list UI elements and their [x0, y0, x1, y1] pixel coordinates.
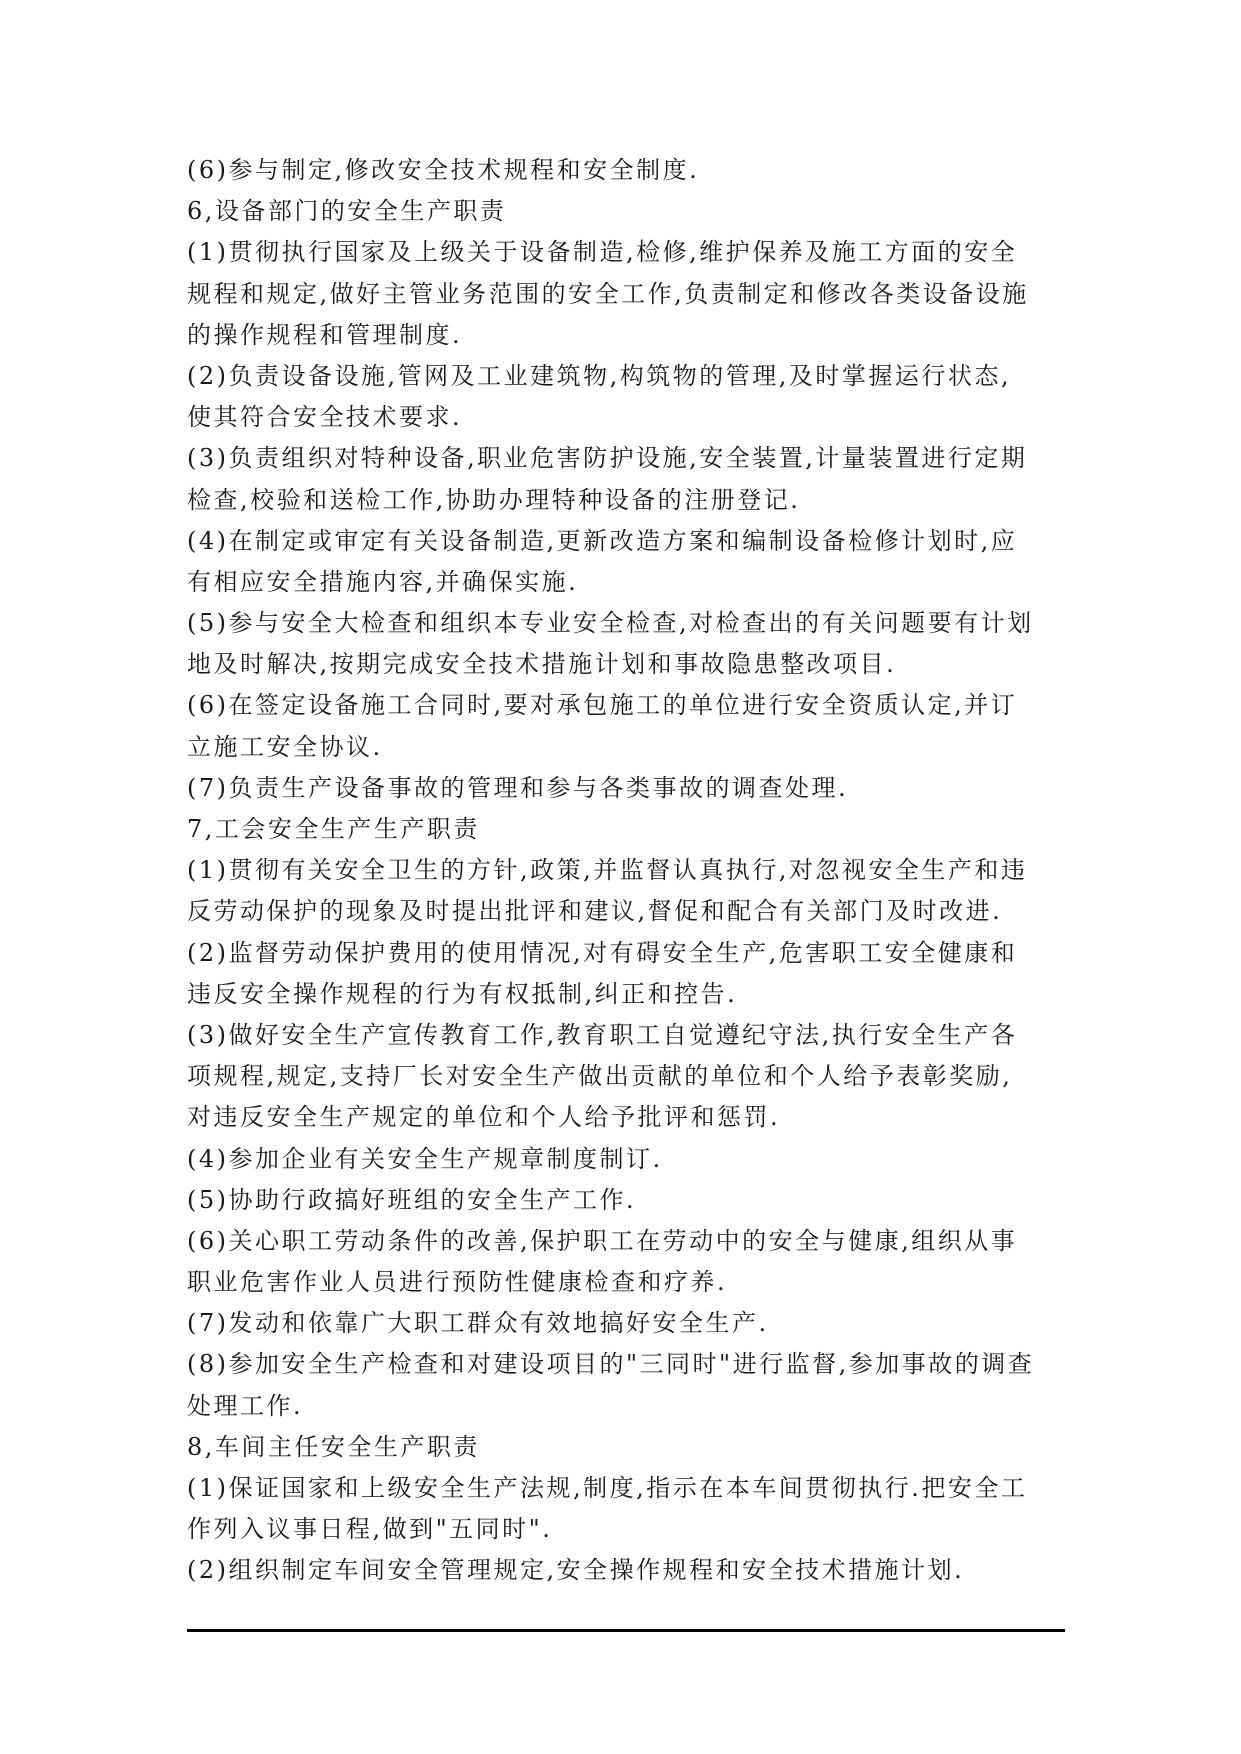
- text-line: (3)做好安全生产宣传教育工作,教育职工自觉遵纪守法,执行安全生产各: [187, 1020, 1018, 1049]
- document-body: [187, 150, 1067, 1592]
- text-line: (8)参加安全生产检查和对建设项目的"三同时"进行监督,参加事故的调查: [187, 1350, 1035, 1379]
- text-line: 的操作规程和管理制度.: [187, 320, 463, 349]
- text-line: (7)发动和依靠广大职工群众有效地搞好安全生产.: [187, 1309, 769, 1338]
- text-line: (2)监督劳动保护费用的使用情况,对有碍安全生产,危害职工安全健康和: [187, 938, 1018, 967]
- section-heading: 7,工会安全生产生产职责: [187, 815, 480, 843]
- text-line: 立施工安全协议.: [187, 732, 383, 761]
- text-line: (1)贯彻执行国家及上级关于设备制造,检修,维护保养及施工方面的安全: [187, 238, 1018, 267]
- text-line: (4)参加企业有关安全生产规章制度制订.: [187, 1144, 663, 1173]
- text-line: 有相应安全措施内容,并确保实施.: [187, 567, 579, 596]
- text-line: 反劳动保护的现象及时提出批评和建议,督促和配合有关部门及时改进.: [187, 897, 1003, 926]
- text-line: (1)保证国家和上级安全生产法规,制度,指示在本车间贯彻执行.把安全工: [187, 1474, 1028, 1502]
- text-line: (3)负责组织对特种设备,职业危害防护设施,安全装置,计量装置进行定期: [187, 444, 1028, 473]
- text-line: (6)在签定设备施工合同时,要对承包施工的单位进行安全资质认定,并订: [187, 691, 1018, 720]
- text-line: 检查,校验和送检工作,协助办理特种设备的注册登记.: [187, 485, 801, 514]
- text-line: 项规程,规定,支持厂长对安全生产做出贡献的单位和个人给予表彰奖励,: [187, 1062, 1013, 1091]
- text-line: 作列入议事日程,做到"五同时".: [187, 1515, 553, 1544]
- section-heading: 8,车间主任安全生产职责: [187, 1432, 480, 1461]
- text-line: 规程和规定,做好主管业务范围的安全工作,负责制定和修改各类设备设施: [187, 279, 1029, 308]
- text-line: (6)参与制定,修改安全技术规程和安全制度.: [187, 156, 700, 184]
- footer-divider: [187, 1629, 1065, 1632]
- text-line: (1)贯彻有关安全卫生的方针,政策,并监督认真执行,对忽视安全生产和违: [187, 856, 1028, 885]
- text-line: 对违反安全生产规定的单位和个人给予批评和惩罚.: [187, 1103, 781, 1132]
- text-line: (5)参与安全大检查和组织本专业安全检查,对检查出的有关问题要有计划: [187, 609, 1034, 638]
- text-line: 地及时解决,按期完成安全技术措施计划和事故隐患整改项目.: [187, 650, 897, 679]
- text-line: (7)负责生产设备事故的管理和参与各类事故的调查处理.: [187, 773, 849, 802]
- text-line: 违反安全操作规程的行为有权抵制,纠正和控告.: [187, 979, 738, 1008]
- text-line: (5)协助行政搞好班组的安全生产工作.: [187, 1185, 637, 1214]
- text-line: 职业危害作业人员进行预防性健康检查和疗养.: [187, 1268, 728, 1297]
- text-line: (2)负责设备设施,管网及工业建筑物,构筑物的管理,及时掌握运行状态,: [187, 361, 1012, 390]
- text-line: 使其符合安全技术要求.: [187, 403, 463, 432]
- section-heading: 6,设备部门的安全生产职责: [187, 197, 507, 226]
- text-line: (6)关心职工劳动条件的改善,保护职工在劳动中的安全与健康,组织从事: [187, 1226, 1018, 1255]
- text-line: (2)组织制定车间安全管理规定,安全操作规程和安全技术措施计划.: [187, 1556, 965, 1585]
- text-line: (4)在制定或审定有关设备制造,更新改造方案和编制设备检修计划时,应: [187, 526, 1018, 555]
- text-line: 处理工作.: [187, 1391, 304, 1420]
